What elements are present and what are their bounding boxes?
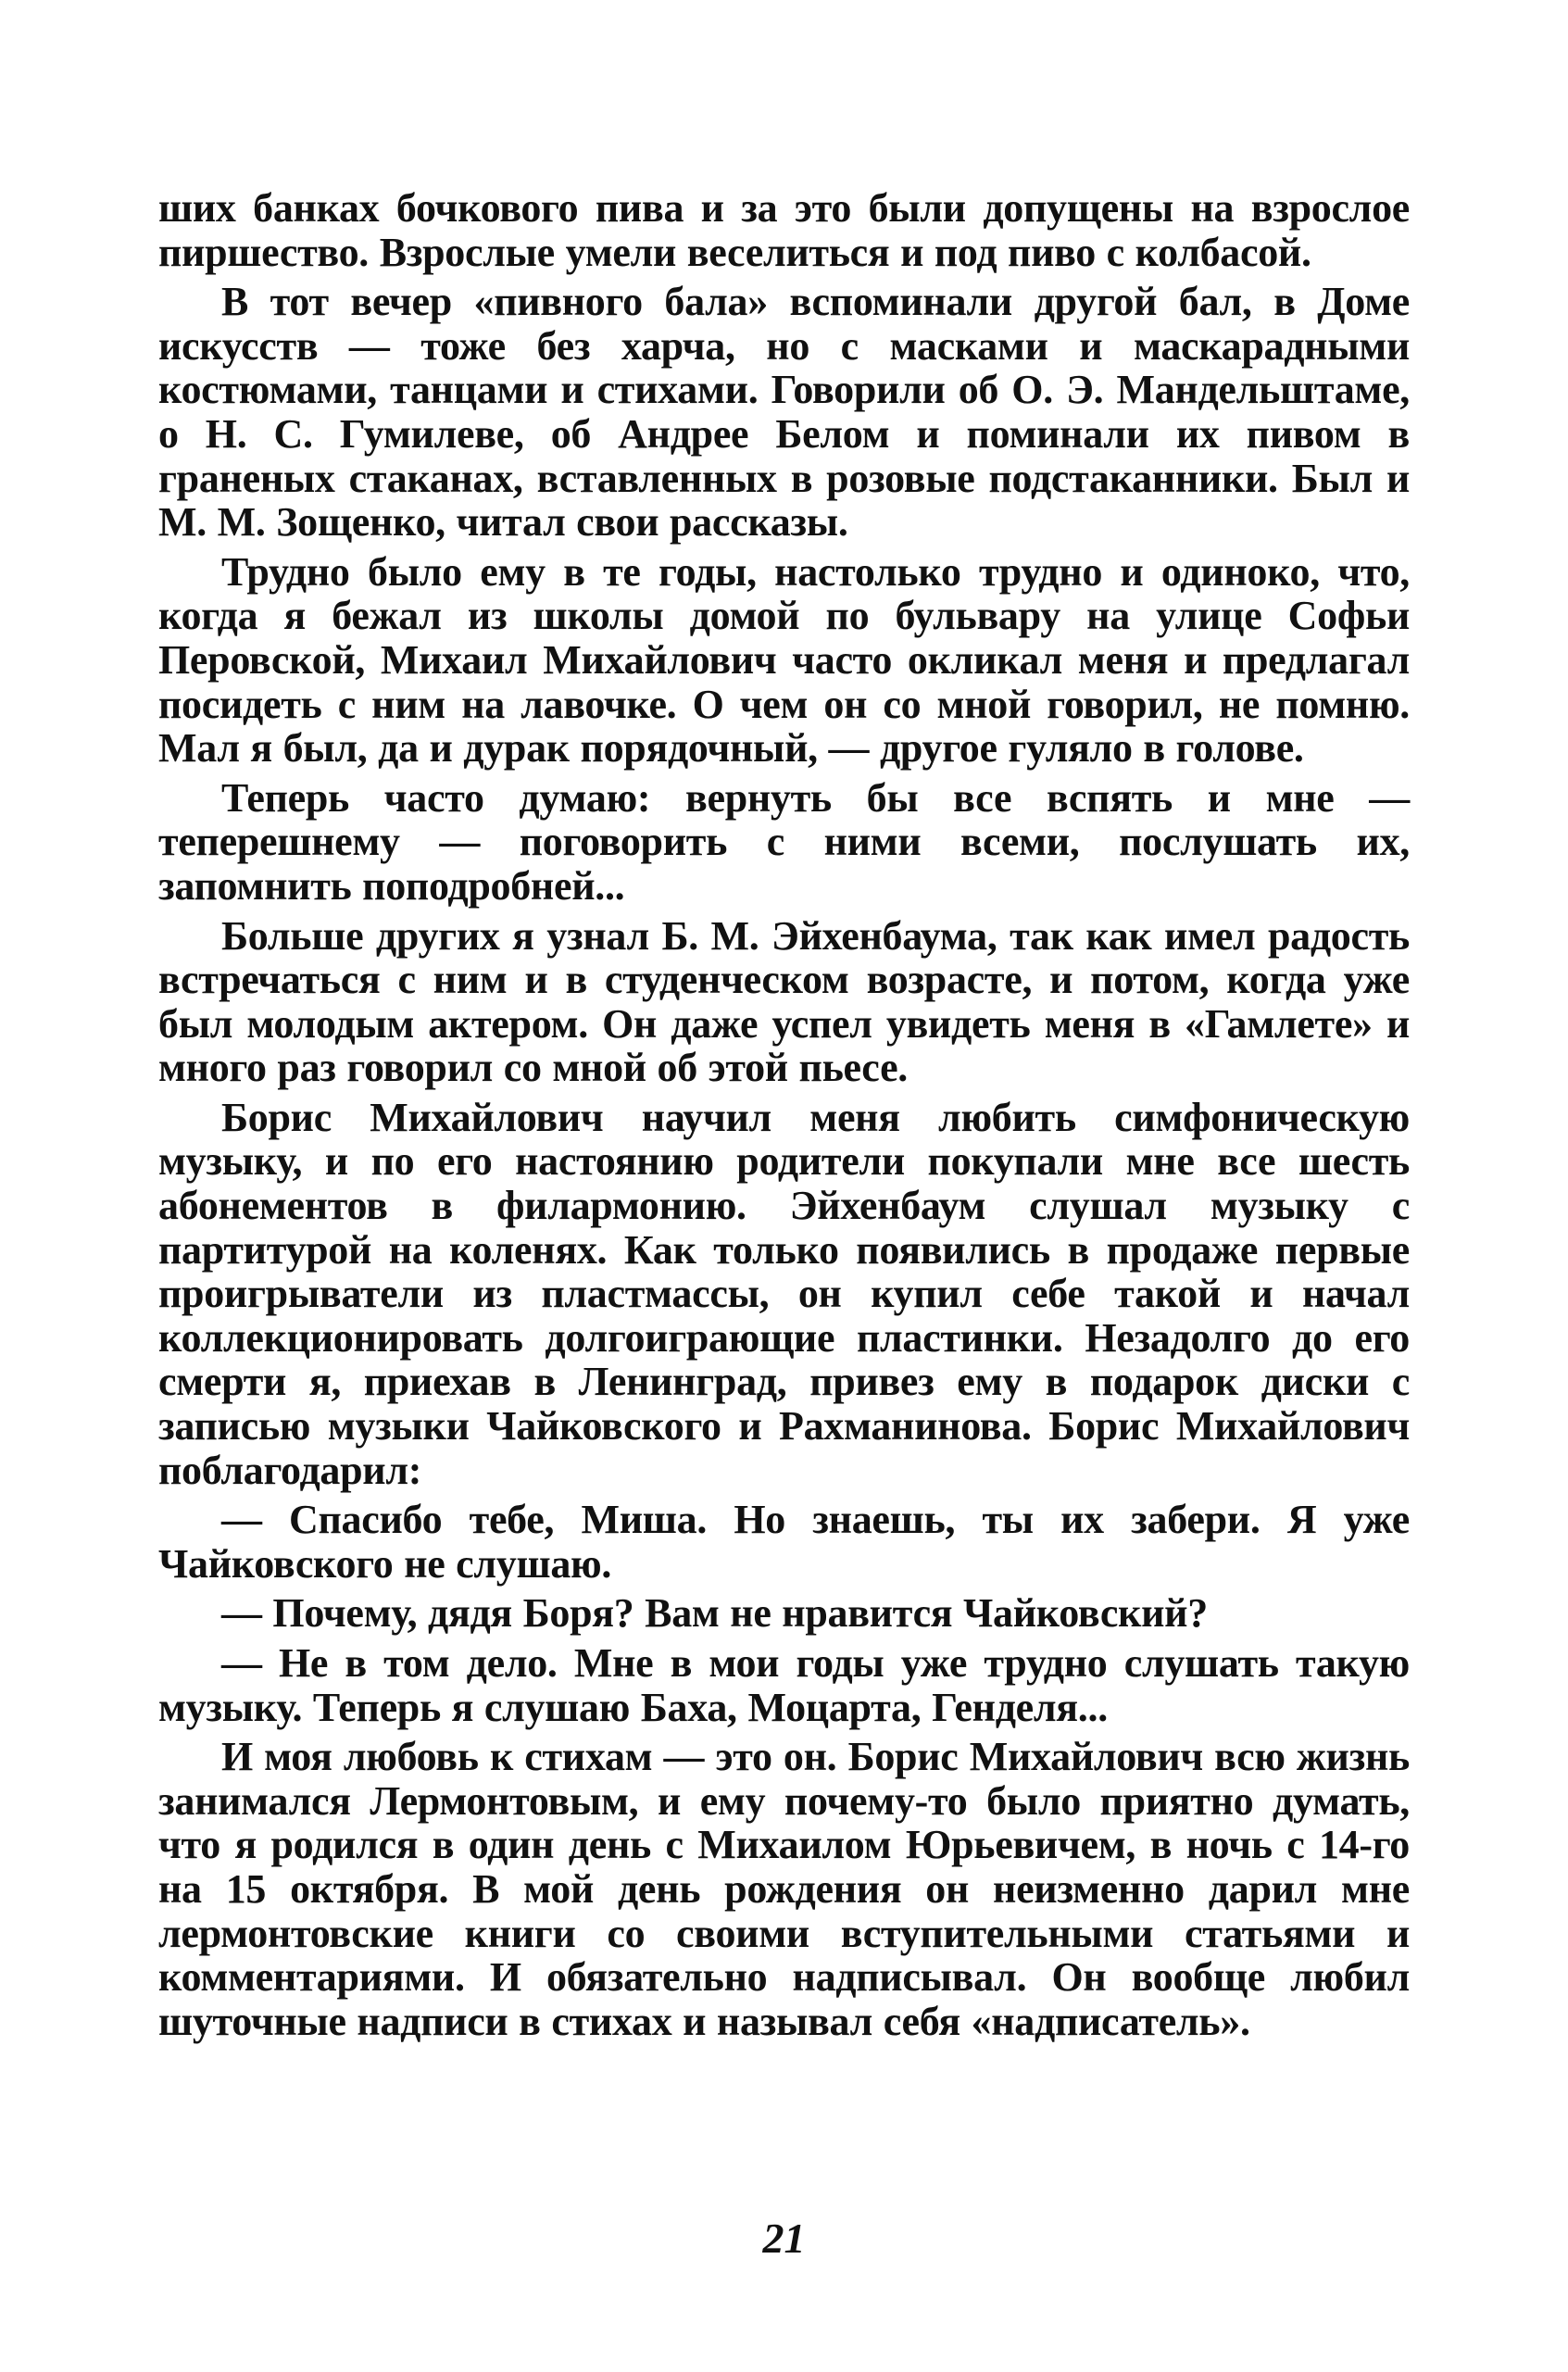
body-text (158, 186, 1410, 2049)
paragraph-eikhenbaum: Больше других я узнал Б. М. Эйхенбаума, так как имел радость встречаться с ним и в студенческом возрасте, и потом, когда уже был молодым актером. Он даже успел увидеть меня в «Гамлете» и много раз говорил со мной об этой пьесе. (158, 912, 1410, 1091)
paragraph-zoshchenko: Трудно было ему в те годы, настолько трудно и одиноко, что, когда я бежал из школы домой по бульвару на улице Софьи Перовской, Михаил Михайлович часто окликал меня и предлагал посидеть с ним на лавочке. О чем он со мной говорил, не помню. Мал я был, да и дурак порядочный, — другое гуляло в голове. (158, 548, 1410, 772)
paragraph-beer-ball: В тот вечер «пивного бала» вспоминали другой бал, в Доме искусств — тоже без харча, но с масками и маскарадными костюмами, танцами и стихами. Говорили об О. Э. Мандельштаме, о Н. С. Гумилеве, об Андрее Белом и поминали их пивом в граненых стаканах, вставленных в розовые подстаканники. Был и М. М. Зощенко, читал свои рассказы. (158, 279, 1410, 546)
paragraph-reflection: Теперь часто думаю: вернуть бы все вспять и мне — теперешнему — поговорить с ними всеми, послушать их, запомнить поподробней... (158, 774, 1410, 909)
dialogue-line-2: — Почему, дядя Боря? Вам не нравится Чайковский? (221, 1590, 1208, 1637)
dialogue-line-3: — Не в том дело. Мне в мои годы уже трудно слушать такую музыку. Теперь я слушаю Баха, Моцарта, Генделя... (158, 1640, 1410, 1730)
page-number: 21 (762, 2215, 806, 2262)
dialogue-line-1: — Спасибо тебе, Миша. Но знаешь, ты их забери. Я уже Чайковского не слушаю. (158, 1497, 1410, 1587)
paragraph-continuation: ших банках бочкового пива и за это были допущены на взрослое пиршество. Взрослые умели веселиться и под пиво с колбасой. (158, 185, 1410, 275)
paragraph-music: Борис Михайлович научил меня любить симфоническую музыку, и по его настоянию родители покупали мне все шесть абонементов в филармонию. Эйхенбаум слушал музыку с партитурой на коленях. Как только появились в продаже первые проигрыватели из пластмассы, он купил себе такой и начал коллекционировать долгоиграющие пластинки. Незадолго до его смерти я, приехав в Ленинград, привез ему в подарок диски с записью музыки Чайковского и Рахманинова. Борис Михайлович поблагодарил: (158, 1094, 1410, 1493)
paragraph-lermontov: И моя любовь к стихам — это он. Борис Михайлович всю жизнь занимался Лермонтовым, и ему почему-то было приятно думать, что я родился в один день с Михаилом Юрьевичем, в ночь с 14-го на 15 октября. В мой день рождения он неизменно дарил мне лермонтовские книги со своими вступительными статьями и комментариями. И обязательно надписывал. Он вообще любил шуточные надписи в стихах и называл себя «надписатель». (158, 1734, 1410, 2044)
